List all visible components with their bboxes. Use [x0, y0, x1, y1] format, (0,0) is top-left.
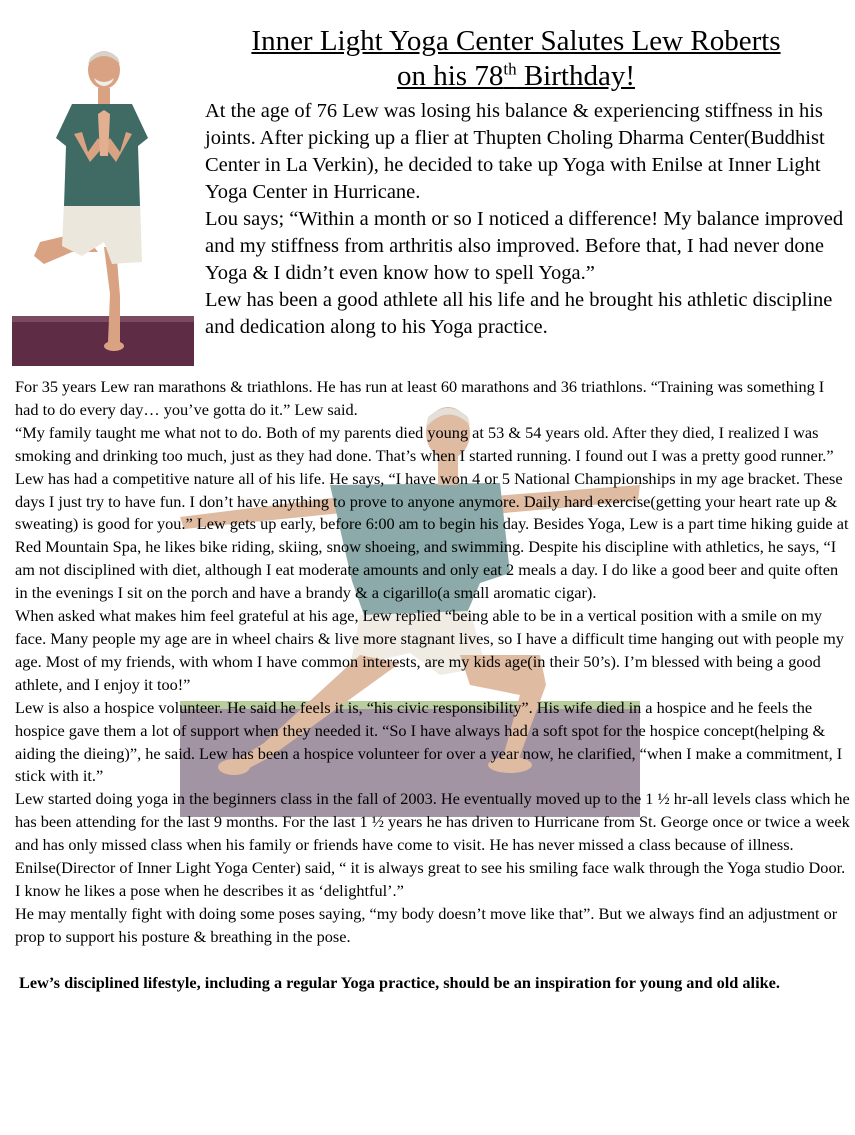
- body-paragraph: “My family taught me what not to do. Both of my parents died young at 53 & 54 years old. After they died, I realized I was smoking and drinking too much, just as they had done. That’s when I started running. I found out I was a pretty good runner.”: [15, 422, 834, 465]
- title-line-1: Inner Light Yoga Center Salutes Lew Roberts: [251, 25, 781, 57]
- body-paragraph: He may mentally fight with doing some poses saying, “my body doesn’t move like that”. But we always find an adjustment or prop to support his posture & breathing in the pose.: [15, 903, 838, 946]
- closing-statement: Lew’s disciplined lifestyle, including a regular Yoga practice, should be an inspiration for young and old alike.: [19, 972, 780, 992]
- paragraph-gap: [15, 949, 850, 972]
- tree-pose-photo: [12, 42, 194, 366]
- article-body: [15, 376, 850, 995]
- body-paragraph: Enilse(Director of Inner Light Yoga Center) said, “ it is always great to see his smiling face walk through the Yoga studio Door. I know he likes a pose when he describes it as ‘delightful’.”: [15, 858, 846, 900]
- body-paragraph: Lew has had a competitive nature all of his life. He says, “I have won 4 or 5 National Championships in my age bracket. These days I just try to have fun. I don’t have anything to prove to anyone anymore. Daily hard exercise(getting your heart rate up & sweating) is good for you.” Lew gets up early, before 6:00 am to begin his day. Besides Yoga, Lew is a part time hiking guide at Red Mountain Spa, he likes bike riding, skiing, snow shoeing, and swimming. Despite his discipline with athletics, he says, “I am not disciplined with diet, although I eat moderate amounts and only eat 2 meals a day. I do like a good beer and quite often in the evenings I sit on the porch and have a brandy & a cigarillo(a small aromatic cigar).: [15, 468, 849, 603]
- body-paragraph: Lew started doing yoga in the beginners class in the fall of 2003. He eventually moved up to the 1 ½ hr-all levels class which he has been attending for the last 9 months. For the last 1 ½ years he has driven to Hurricane from St. George once or twice a week and has only missed class when his family or friends have come to visit. He has never missed a class because of illness.: [15, 789, 850, 855]
- intro-text: [205, 98, 845, 341]
- intro-paragraph: At the age of 76 Lew was losing his balance & experiencing stiffness in his joints. After picking up a flier at Thupten Choling Dharma Center(Buddhist Center in La Verkin), he decided to take up Yoga with Enilse at Inner Light Yoga Center in Hurricane.: [205, 100, 825, 203]
- body-paragraph: Lew is also a hospice volunteer. He said he feels it is, “his civic responsibility”. His wife died in a hospice and he feels the hospice gave them a lot of support when they needed it. “So I have always had a soft spot for the hospice concept(helping & aiding the dieing)”, he said. Lew has been a hospice volunteer for over a year now, he clarified, “when I make a commitment, I stick with it.”: [15, 697, 843, 786]
- title-line-2: on his 78th Birthday!: [397, 59, 635, 92]
- intro-paragraph: Lew has been a good athlete all his life and he brought his athletic discipline and dedication along to his Yoga practice.: [205, 289, 833, 338]
- intro-paragraph: Lou says; “Within a month or so I noticed a difference! My balance improved and my stiffness from arthritis also improved. Before that, I had never done Yoga & I didn’t even know how to spell Yoga.”: [205, 208, 844, 284]
- body-paragraph: For 35 years Lew ran marathons & triathlons. He has run at least 60 marathons and 36 triathlons. “Training was something I had to do every day… you’ve gotta do it.” Lew said.: [15, 377, 825, 419]
- article-title: [196, 24, 836, 94]
- body-paragraph: When asked what makes him feel grateful at his age, Lew replied “being able to be in a vertical position with a smile on my face. Many people my age are in wheel chairs & live more stagnant lives, so I have a difficult time hanging out with people my age. Most of my friends, with whom I have common interests, are my kids age(in their 50’s). I’m blessed with being a good athlete, and I enjoy it too!”: [15, 606, 844, 694]
